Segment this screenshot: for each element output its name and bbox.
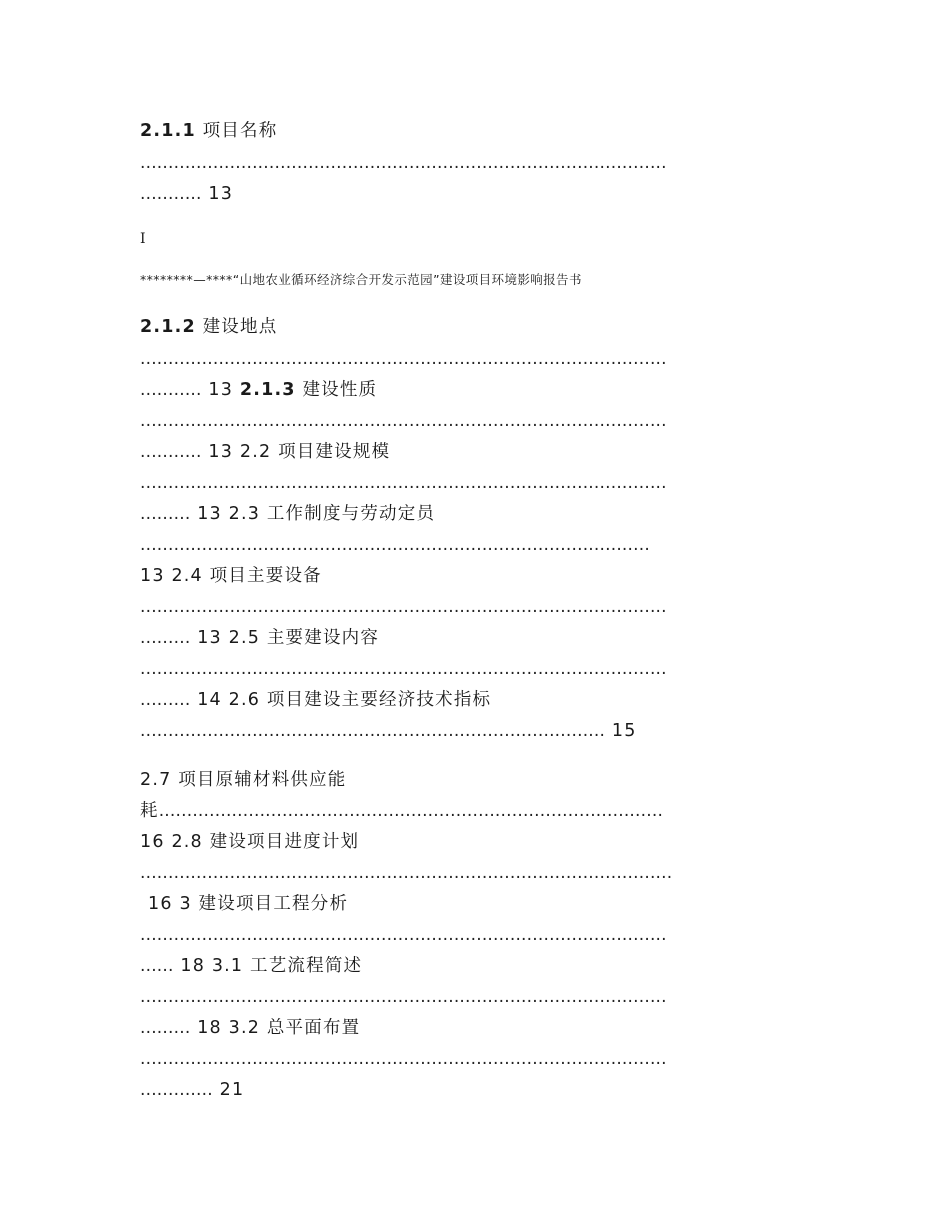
toc-title: 工作制度与劳动定员 (266, 504, 436, 524)
toc-dot-leader: .............................................................................................. (140, 411, 667, 431)
toc-number: 2.1.3 (239, 380, 296, 400)
toc-title: 主要建设内容 (266, 628, 380, 648)
toc-entry-2-1-2 (140, 315, 277, 339)
toc-page-number: 13 (208, 184, 234, 204)
toc-page-number: 13 (208, 380, 234, 400)
toc-dot-leader: .............................................................................................. (140, 153, 667, 173)
toc-page-number: 18 (197, 1018, 222, 1038)
toc-title: 项目主要设备 (209, 566, 322, 586)
toc-title: 建设项目进度计划 (209, 832, 360, 852)
toc-title: 建设项目工程分析 (198, 894, 349, 914)
toc-title-continuation: 耗 (140, 801, 159, 821)
toc-page-number: 15 (611, 721, 637, 741)
toc-page-number: 21 (219, 1080, 245, 1100)
toc-page-number: 13 (197, 504, 222, 524)
toc-page-number: 14 (197, 690, 222, 710)
toc-page-line (148, 892, 348, 916)
toc-dot-leader: .............................................................................................. (140, 659, 667, 679)
toc-page-number: 13 (197, 628, 222, 648)
toc-page-line: ........... 13 2.1.3 建设性质 (140, 380, 378, 400)
toc-number: 2.7 (140, 770, 172, 790)
toc-number: 2.4 (171, 566, 203, 586)
toc-title: 建设地点 (202, 317, 278, 337)
toc-number: 2.3 (228, 504, 261, 524)
toc-number: 2.1.2 (140, 317, 196, 337)
toc-page-line (140, 830, 359, 854)
toc-title: 总平面布置 (266, 1018, 361, 1038)
toc-title: 项目建设规模 (278, 442, 391, 462)
toc-dot-leader: .............................................................................................. (140, 349, 667, 369)
toc-page-line: ........... 13 (140, 184, 234, 204)
toc-entry-2-7 (140, 768, 347, 792)
toc-page-line: ......... 18 3.2 总平面布置 (140, 1018, 361, 1038)
toc-title: 项目原辅材料供应能 (178, 770, 347, 790)
toc-number: 3 (179, 894, 192, 914)
toc-title: 项目建设主要经济技术指标 (266, 690, 492, 710)
toc-dot-leader: .............................................................................................. (140, 925, 667, 945)
toc-dot-leader: .............................................................................................. (140, 1049, 667, 1069)
toc-dot-leader: .............................................................................................. (140, 987, 667, 1007)
toc-number: 2.6 (228, 690, 261, 710)
toc-page-line: ...... 18 3.1 工艺流程简述 (140, 956, 363, 976)
toc-page-number: 13 (140, 566, 165, 586)
toc-page-number: 16 (140, 832, 165, 852)
toc-entry-2-1-1 (140, 119, 277, 143)
running-header: ********—****“山地农业循环经济综合开发示范园”建设项目环境影响报告书 (140, 272, 582, 287)
toc-page-number: 13 (208, 442, 234, 462)
toc-number: 2.5 (228, 628, 261, 648)
toc-dot-leader: .............................................................................................. (140, 473, 667, 493)
toc-dot-leader: .............................................................................................. (140, 597, 667, 617)
toc-title: 项目名称 (202, 121, 278, 141)
toc-page-line: ......... 14 2.6 项目建设主要经济技术指标 (140, 690, 492, 710)
toc-number: 2.2 (239, 442, 272, 462)
toc-page-line (140, 564, 322, 588)
toc-page-line: ......... 13 2.3 工作制度与劳动定员 (140, 504, 436, 524)
toc-number: 3.2 (228, 1018, 261, 1038)
toc-title: 工艺流程简述 (250, 956, 363, 976)
toc-page-number: 18 (180, 956, 206, 976)
toc-dot-leader: ........................................................................................... (140, 535, 650, 555)
toc-page-line: ........... 13 2.2 项目建设规模 (140, 442, 391, 462)
toc-page-number: 16 (148, 894, 173, 914)
toc-number: 3.1 (211, 956, 244, 976)
toc-number: 2.1.1 (140, 121, 196, 141)
toc-page-line: ............. 21 (140, 1080, 245, 1100)
toc-page-line: ................................................................................... 15 (140, 721, 637, 741)
toc-number: 2.8 (171, 832, 203, 852)
toc-page-line: 耗.......................................................................................... (140, 801, 664, 821)
page-marker: I (140, 231, 146, 247)
toc-title: 建设性质 (302, 380, 378, 400)
toc-page-line: ......... 13 2.5 主要建设内容 (140, 628, 380, 648)
toc-dot-leader: ............................................................................................... (140, 863, 673, 883)
